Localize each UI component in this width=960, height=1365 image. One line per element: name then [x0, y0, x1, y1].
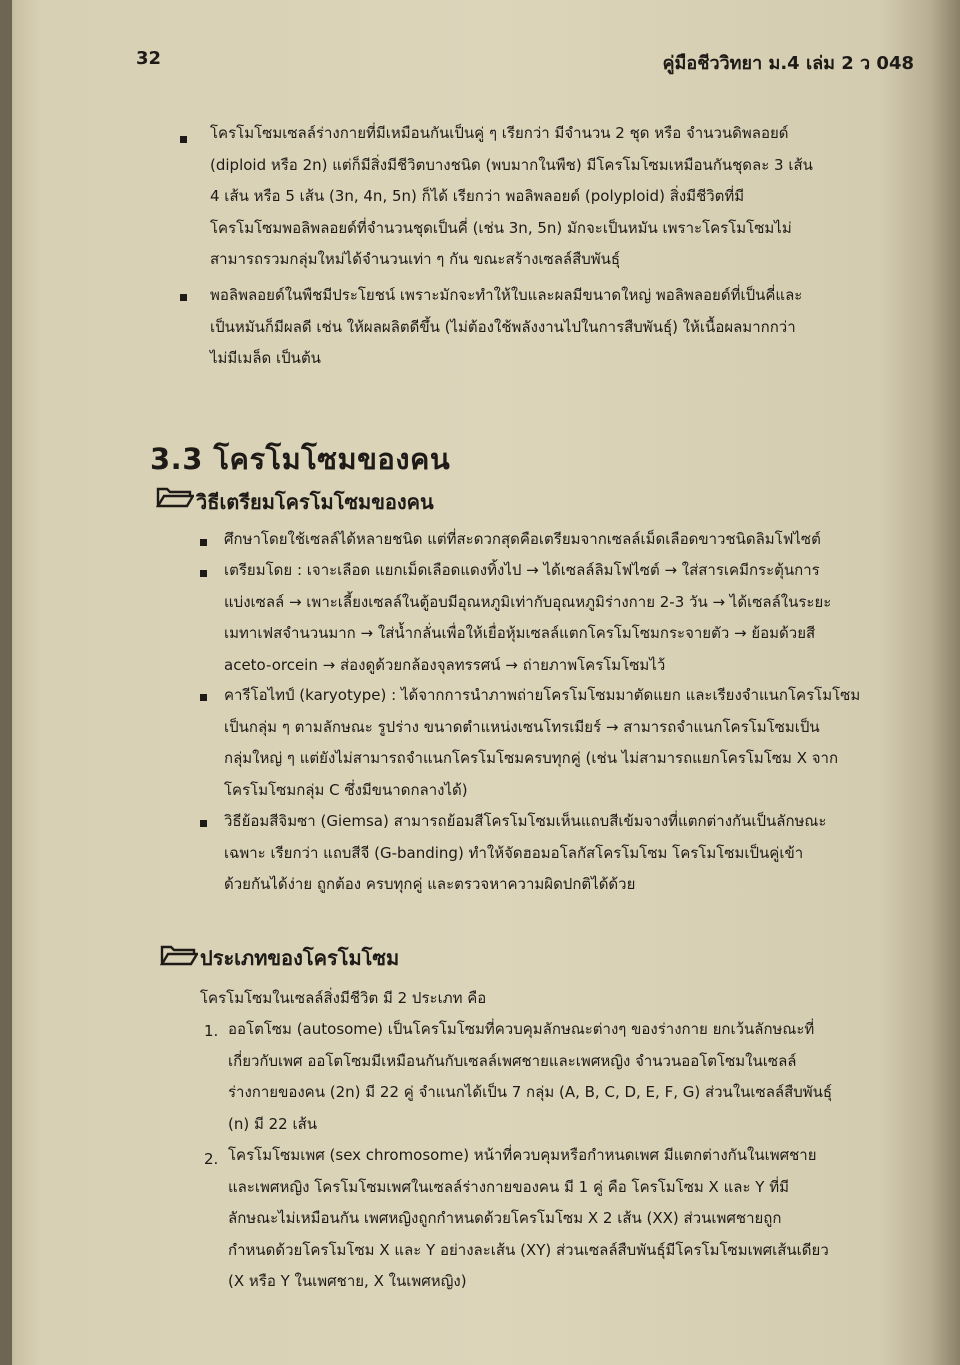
prep-bullet-3 [224, 680, 860, 806]
bullet-dot [200, 694, 207, 701]
types-heading: ประเภทของโครโมโซม [200, 946, 400, 970]
text-line: เตรียมโดย : เจาะเลือด แยกเม็ดเลือดแดงทิ้งไป → ได้เซลล์ลิมโฟไซต์ → ใส่สารเคมีกระตุ้นการ [224, 561, 820, 579]
text-line: พอลิพลอยด์ในพืชมีประโยชน์ เพราะมักจะทำให้ใบและผลมีขนาดใหญ่ พอลิพลอยด์ที่เป็นคี่และ [210, 286, 803, 304]
section-title: 3.3 โครโมโซมของคน [150, 442, 451, 476]
text-line: (diploid หรือ 2n) แต่ก็มีสิ่งมีชีวิตบางชนิด (พบมากในพืช) มีโครโมโซมเหมือนกันชุดละ 3 เส้น [210, 155, 813, 174]
intro-bullet-1 [210, 118, 813, 276]
text-line: แบ่งเซลล์ → เพาะเลี้ยงเซลล์ในตู้อบมีอุณหภูมิเท่ากับอุณหภูมิร่างกาย 2-3 วัน → ได้เซลล์ในระยะ [224, 592, 832, 611]
text-line: ออโตโซม (autosome) เป็นโครโมโซมที่ควบคุมลักษณะต่างๆ ของร่างกาย ยกเว้นลักษณะที่ [228, 1020, 815, 1038]
bullet-dot [200, 820, 207, 827]
text-line: เป็นกลุ่ม ๆ ตามลักษณะ รูปร่าง ขนาดตำแหน่งเซนโทรเมียร์ → สามารถจำแนกโครโมโซมเป็น [224, 717, 820, 736]
text-line: โครโมโซมกลุ่ม C ซึ่งมีขนาดกลางได้) [224, 780, 468, 799]
text-line: เกี่ยวกับเพศ ออโตโซมมีเหมือนกันกับเซลล์เพศชายและเพศหญิง จำนวนออโตโซมในเซลล์ [228, 1051, 797, 1070]
text-line: 4 เส้น หรือ 5 เส้น (3n, 4n, 5n) ก็ได้ เรียกว่า พอลิพลอยด์ (polyploid) สิ่งมีชีวิตที่มี [210, 187, 745, 206]
prep-bullet-4 [224, 806, 826, 901]
text-line: ศึกษาโดยใช้เซลล์ได้หลายชนิด แต่ที่สะดวกสุดคือเตรียมจากเซลล์เม็ดเลือดขาวชนิดลิมโฟไซต์ [224, 530, 821, 548]
text-line: เมทาเฟสจำนวนมาก → ใส่น้ำกลั่นเพื่อให้เยื่อหุ้มเซลล์แตกโครโมโซมกระจายตัว → ย้อมด้วยสี [224, 624, 816, 643]
prep-bullet-1 [224, 524, 821, 556]
text-line: ลักษณะไม่เหมือนกัน เพศหญิงถูกกำหนดด้วยโครโมโซม X 2 เส้น (XX) ส่วนเพศชายถูก [228, 1209, 782, 1228]
page-header [0, 44, 960, 74]
text-line: ไม่มีเมล็ด เป็นต้น [210, 349, 321, 368]
item-number: 1. [204, 1022, 219, 1040]
types-intro: โครโมโซมในเซลล์สิ่งมีชีวิต มี 2 ประเภท คือ [200, 989, 487, 1007]
prep-bullet-2 [224, 555, 831, 681]
text-line: โครโมโซมเพศ (sex chromosome) หน้าที่ควบคุมหรือกำหนดเพศ มีแตกต่างกันในเพศชาย [228, 1146, 817, 1164]
text-line: ร่างกายของคน (2n) มี 22 คู่ จำแนกได้เป็น 7 กลุ่ม (A, B, C, D, E, F, G) ส่วนในเซลล์สืบพันธุ์ [228, 1083, 833, 1102]
text-line: กำหนดด้วยโครโมโซม X และ Y อย่างละเส้น (XY) ส่วนเซลล์สืบพันธุ์มีโครโมโซมเพศเส้นเดียว [228, 1240, 829, 1259]
text-line: aceto-orcein → ส่องดูด้วยกล้องจุลทรรศน์ → ถ่ายภาพโครโมโซมไว้ [224, 655, 666, 674]
text-line: สามารถรวมกลุ่มใหม่ได้จำนวนเท่า ๆ กัน ขณะสร้างเซลล์สืบพันธุ์ [210, 250, 621, 269]
text-line: (X หรือ Y ในเพศชาย, X ในเพศหญิง) [228, 1272, 467, 1291]
item-number: 2. [204, 1150, 219, 1168]
text-line: (n) มี 22 เส้น [228, 1114, 318, 1133]
folder-icon [156, 486, 194, 508]
text-line: วิธีย้อมสีจิมซา (Giemsa) สามารถย้อมสีโครโมโซมเห็นแถบสีเข้มจางที่แตกต่างกันเป็นลักษณะ [224, 812, 827, 830]
text-line: คารีโอไทป์ (karyotype) : ได้จากการนำภาพถ่ายโครโมโซมมาตัดแยก และเรียงจำแนกโครโมโซม [224, 686, 861, 704]
text-line: เฉพาะ เรียกว่า แถบสีจี (G-banding) ทำให้จัดฮอมอโลกัสโครโมโซม โครโมโซมเป็นคู่เข้า [224, 843, 804, 862]
text-line: กลุ่มใหญ่ ๆ แต่ยังไม่สามารถจำแนกโครโมโซมครบทุกคู่ (เช่น ไม่สามารถแยกโครโมโซม X จาก [224, 749, 839, 768]
text-line: เป็นหมันก็มีผลดี เช่น ให้ผลผลิตดีขึ้น (ไม่ต้องใช้พลังงานไปในการสืบพันธุ์) ให้เนื้อผลมากกว่า [210, 317, 796, 336]
bullet-dot [180, 136, 187, 143]
bullet-dot [200, 539, 207, 546]
text-line: และเพศหญิง โครโมโซมเพศในเซลล์ร่างกายของคน มี 1 คู่ คือ โครโมโซม X และ Y ที่มี [228, 1177, 789, 1196]
text-line: โครโมโซมเซลล์ร่างกายที่มีเหมือนกันเป็นคู่ ๆ เรียกว่า มีจำนวน 2 ชุด หรือ จำนวนดิพลอยด์ [210, 124, 789, 142]
preparation-heading: วิธีเตรียมโครโมโซมของคน [196, 490, 434, 514]
text-line: ด้วยกันได้ง่าย ถูกต้อง ครบทุกคู่ และตรวจหาความผิดปกติได้ด้วย [224, 875, 636, 894]
folder-icon [160, 944, 198, 966]
text-line: โครโมโซมพอลิพลอยด์ที่จำนวนชุดเป็นคี่ (เช่น 3n, 5n) มักจะเป็นหมัน เพราะโครโมโซมไม่ [210, 218, 792, 237]
bullet-dot [180, 294, 187, 301]
page-number: 32 [136, 48, 162, 69]
type-item-sex-chromosome [228, 1140, 829, 1298]
running-title: คู่มือชีววิทยา ม.4 เล่ม 2 ว 048 [662, 53, 914, 74]
type-item-autosome [228, 1014, 832, 1140]
page-gutter [0, 0, 12, 1365]
bullet-dot [200, 570, 207, 577]
intro-bullet-2 [210, 280, 802, 375]
